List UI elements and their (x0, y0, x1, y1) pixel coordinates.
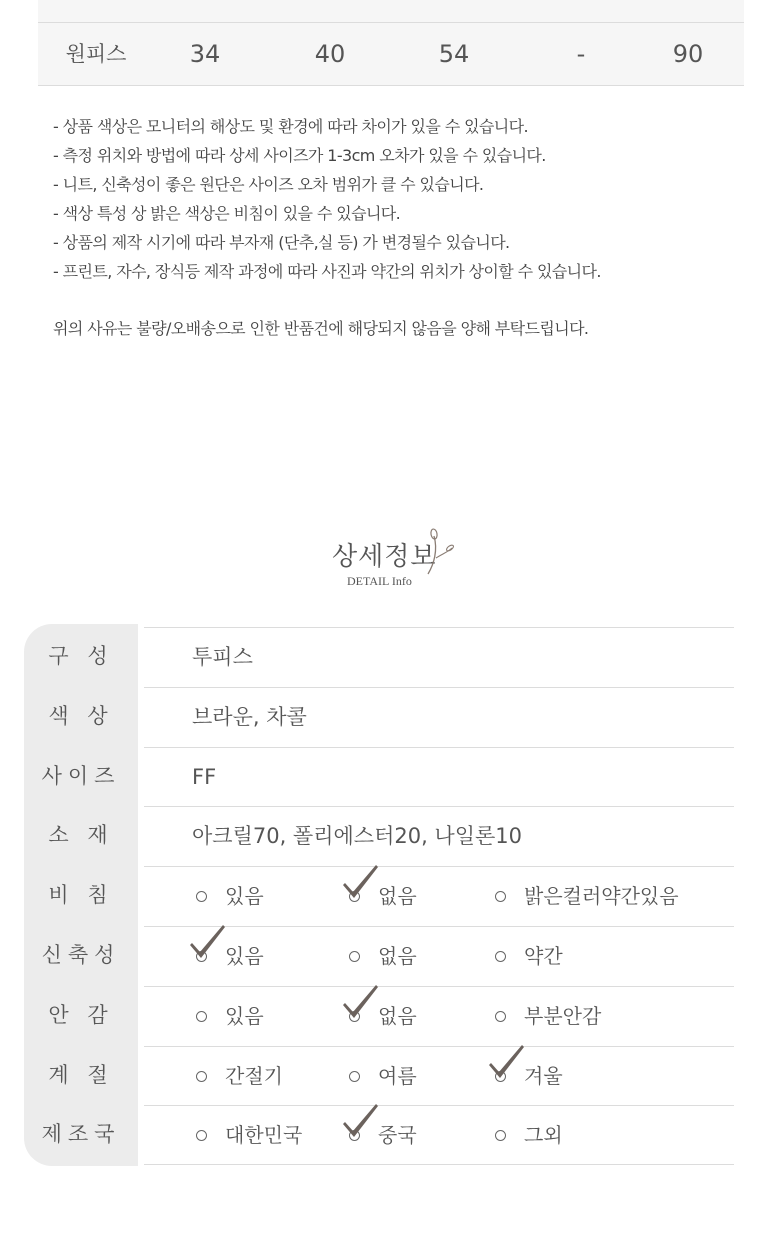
option-label: 겨울 (524, 1063, 563, 1088)
option-label: 없음 (378, 884, 417, 909)
size-row (38, 0, 744, 23)
radio-circle-icon (495, 891, 506, 902)
detail-row-value (144, 866, 734, 925)
notice-line: - 측정 위치와 방법에 따라 상세 사이즈가 1-3cm 오차가 있을 수 있습니다. (53, 146, 546, 165)
option-label: 약간 (524, 944, 563, 968)
detail-value-text: 아크릴70, 폴리에스터20, 나일론10 (192, 824, 523, 849)
detail-row-value (144, 926, 734, 985)
size-cell: 90 (672, 40, 704, 68)
notice-footer: 위의 사유는 불량/오배송으로 인한 반품건에 해당되지 않음을 양해 부탁드립니다. (53, 319, 589, 338)
size-row (38, 23, 744, 86)
size-table (38, 0, 744, 86)
detail-row (24, 1046, 734, 1105)
detail-row-value (144, 1105, 734, 1165)
size-cell: 40 (314, 40, 346, 68)
radio-circle-icon (495, 1011, 506, 1022)
detail-row-label: 계 절 (48, 1062, 114, 1087)
option-label: 있음 (225, 944, 264, 968)
size-cell: - (576, 40, 586, 68)
detail-row-label: 안 감 (48, 1002, 114, 1027)
option-label: 부분안감 (524, 1003, 602, 1028)
detail-row-label: 구 성 (48, 644, 114, 668)
option-label: 여름 (378, 1063, 417, 1088)
option-label: 밝은컬러약간있음 (524, 884, 679, 909)
detail-row-label: 신축성 (41, 943, 121, 967)
detail-row-value (144, 1046, 734, 1105)
detail-value-text: 투피스 (192, 645, 253, 669)
detail-row (24, 627, 734, 686)
detail-row (24, 806, 734, 865)
option-label: 대한민국 (225, 1123, 303, 1148)
radio-circle-icon (196, 891, 207, 902)
detail-row-value (144, 806, 734, 865)
detail-row-label: 사이즈 (41, 763, 121, 788)
notice-line: - 니트, 신축성이 좋은 원단은 사이즈 오차 범위가 클 수 있습니다. (53, 175, 484, 194)
radio-circle-icon (349, 1071, 360, 1082)
notice-line: - 프린트, 자수, 장식등 제작 과정에 따라 사진과 약간의 위치가 상이할 수 있습니다. (53, 262, 601, 281)
detail-row-label: 비 침 (48, 883, 114, 908)
size-cell: 34 (189, 40, 221, 68)
detail-row-value (144, 687, 734, 746)
detail-row (24, 1105, 734, 1164)
detail-row-value (144, 627, 734, 686)
radio-circle-icon (196, 1011, 207, 1022)
option-label: 있음 (225, 884, 264, 909)
notice-line: - 상품의 제작 시기에 따라 부자재 (단추,실 등) 가 변경될수 있습니다. (53, 233, 510, 252)
radio-circle-icon (196, 1071, 207, 1082)
detail-title (0, 528, 780, 598)
notice-list (53, 112, 753, 286)
detail-info-table (24, 624, 734, 1166)
checkmark-icon (489, 1041, 527, 1081)
option-label: 간절기 (225, 1063, 283, 1088)
checkmark-icon (343, 981, 381, 1021)
detail-row-value (144, 986, 734, 1045)
option-label: 중국 (378, 1123, 417, 1148)
notice-line: - 상품 색상은 모니터의 해상도 및 환경에 따라 차이가 있을 수 있습니다. (53, 117, 528, 136)
option-label: 있음 (225, 1003, 264, 1028)
notice-line: - 색상 특성 상 밝은 색상은 비침이 있을 수 있습니다. (53, 204, 401, 223)
flower-sprig-icon (426, 528, 458, 578)
detail-row (24, 747, 734, 806)
radio-circle-icon (495, 951, 506, 962)
detail-row (24, 986, 734, 1045)
detail-row-label: 소 재 (48, 823, 114, 848)
checkmark-icon (343, 861, 381, 901)
detail-row (24, 866, 734, 925)
detail-row-label: 제조국 (41, 1122, 121, 1147)
size-cell: 54 (438, 40, 470, 68)
detail-row-label: 색 상 (48, 703, 114, 728)
detail-row (24, 687, 734, 746)
checkmark-icon (343, 1100, 381, 1140)
detail-title-sub: DETAIL Info (347, 574, 412, 588)
detail-value-text: 브라운, 차콜 (192, 704, 307, 729)
size-row-name: 원피스 (65, 42, 127, 66)
detail-title-main: 상세정보 (332, 542, 437, 572)
radio-circle-icon (196, 1130, 207, 1141)
option-label: 없음 (378, 944, 417, 968)
option-label: 없음 (378, 1003, 417, 1028)
detail-value-text: FF (192, 764, 217, 789)
radio-circle-icon (495, 1130, 506, 1141)
option-label: 그외 (524, 1123, 563, 1148)
detail-row-value (144, 747, 734, 806)
detail-row (24, 926, 734, 985)
radio-circle-icon (349, 951, 360, 962)
checkmark-icon (190, 921, 228, 961)
